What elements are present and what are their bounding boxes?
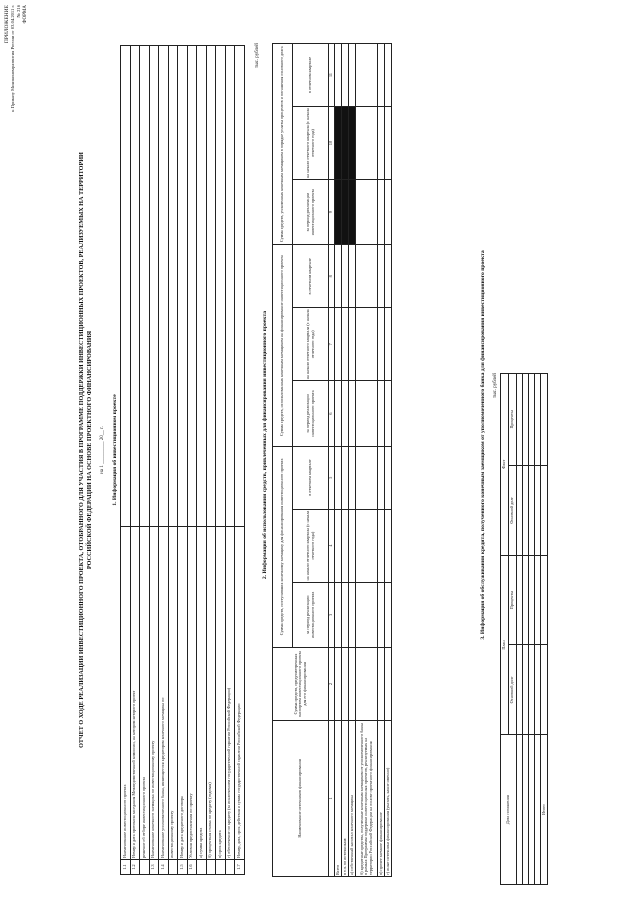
- group-received-header: Сумма средств, поступивших конечному заемщику для финансирования инвестиционного проекта: [273, 446, 293, 647]
- order-reference: к Приказу Минэкономразвития России от 03.04.2011 г. № 216: [10, 5, 21, 112]
- table-row: [235, 46, 245, 875]
- table-row: [349, 44, 356, 877]
- column-number: 5: [329, 446, 335, 509]
- row-number: [216, 860, 226, 875]
- value-cell: [385, 245, 392, 308]
- value-cell: [335, 308, 342, 381]
- table-row: [121, 46, 131, 875]
- section2-heading: 2. Информация об использовании средств, привлеченных для финансирования инвестиционного проекта: [262, 310, 268, 580]
- value-cell: [356, 648, 378, 721]
- value-cell: [378, 648, 385, 721]
- row-number: [168, 860, 178, 875]
- table-row: [342, 44, 349, 877]
- value-cell: [335, 381, 342, 446]
- column-number: 8: [329, 245, 335, 308]
- value-cell: [349, 509, 356, 582]
- table-row: [385, 44, 392, 877]
- plan-header: План: [501, 555, 509, 735]
- row-value: [206, 46, 216, 527]
- fact-header: Факт: [501, 374, 509, 556]
- value-cell: [385, 648, 392, 721]
- row-label: инвестиционному проекту: [168, 527, 178, 860]
- report-date-line: на 1 _________ 20__ г.: [100, 426, 105, 474]
- row-value: [130, 46, 140, 527]
- row-number: 1.6: [187, 860, 197, 875]
- group-used-header: Сумма средств, использованных конечным заемщиком на финансирование инвестиционного проекта: [273, 245, 293, 446]
- title-line-1: ОТЧЕТ О ХОДЕ РЕАЛИЗАЦИИ ИНВЕСТИЦИОННОГО ПРОЕКТА, ОТОБРАННОГО ДЛЯ УЧАСТИЯ В ПРОГРАММЕ ПОДДЕРЖКИ ИНВЕСТИЦИОННЫХ ПРОЕКТОВ, РЕАЛИЗУЕМЫХ НА ТЕРРИТОРИИ: [78, 152, 85, 748]
- value-cell: [378, 446, 385, 509]
- value-cell: [335, 107, 342, 180]
- column-number: 6: [329, 381, 335, 446]
- row-label: Наименование уполномоченного банка, являющегося кредитором конечного заемщика по: [159, 527, 169, 860]
- value-cell: [335, 180, 342, 245]
- row-label: б) процентная ставка по кредиту (годовая): [206, 527, 216, 860]
- funds-usage-table: [272, 43, 392, 877]
- column-number: 1: [329, 720, 335, 876]
- table-row: [140, 46, 150, 875]
- value-cell: [378, 180, 385, 245]
- row-number: [225, 860, 235, 875]
- table-row: [216, 46, 226, 875]
- row-number: 1.5: [178, 860, 188, 875]
- table-row: [378, 44, 385, 877]
- sub-quarter-header: в отчетном квартале: [293, 245, 329, 308]
- value-cell: [385, 582, 392, 647]
- row-value: [149, 46, 159, 527]
- value-cell: [349, 648, 356, 721]
- table-row: [178, 46, 188, 875]
- row-label: г) обеспечение по кредиту (за исключением государственной гарантии Российской Федерации): [225, 527, 235, 860]
- group-paid-header: Сумма средств, уплаченных конечным заемщиком в порядке уплаты процентов и погашения основного долга: [273, 44, 293, 245]
- source-label: в т.ч. по источникам:: [342, 720, 349, 876]
- value-cell: [342, 180, 349, 245]
- value-cell: [335, 648, 342, 721]
- plan-principal-header: Основной долг: [509, 645, 517, 735]
- value-cell: [349, 582, 356, 647]
- source-label: г) иные источники финансирования (указать, какие именно): [385, 720, 392, 876]
- row-value: [168, 46, 178, 527]
- fact-interest-header: Проценты: [509, 374, 517, 466]
- value-cell: [356, 582, 378, 647]
- table-row: [197, 46, 207, 875]
- sub-start-header: на начало отчетного квартала (с начала отчетного года): [293, 107, 329, 180]
- sub-quarter-header: в отчетном квартале: [293, 44, 329, 107]
- source-label: в) прочее заемное финансирование: [378, 720, 385, 876]
- table-row: [168, 46, 178, 875]
- row-value: [197, 46, 207, 527]
- value-cell: [378, 509, 385, 582]
- value-cell: [356, 446, 378, 509]
- row-value: [216, 46, 226, 527]
- row-label: Условия предоставления по проекту: [187, 527, 197, 860]
- column-number: 11: [329, 44, 335, 107]
- form-label: ФОРМА: [22, 5, 28, 24]
- value-cell: [335, 582, 342, 647]
- row-label: Номер и дата кредитного договора: [178, 527, 188, 860]
- table-row: [149, 46, 159, 875]
- value-cell: [356, 180, 378, 245]
- value-cell: [356, 107, 378, 180]
- value-cell: [349, 381, 356, 446]
- value-cell: [378, 44, 385, 107]
- section3-units-label: тыс. рублей: [493, 373, 498, 398]
- value-cell: [342, 44, 349, 107]
- row-value: [159, 46, 169, 527]
- value-cell: [356, 245, 378, 308]
- value-cell: [378, 582, 385, 647]
- col-date-header: Дата погашения: [501, 735, 517, 885]
- table-row: [130, 46, 140, 875]
- value-cell: [342, 107, 349, 180]
- sub-period-header: за период реализации инвестиционного проекта: [293, 180, 329, 245]
- table-row: [225, 46, 235, 875]
- loan-servicing-table: [500, 373, 548, 885]
- value-cell: [335, 44, 342, 107]
- column-number: 3: [329, 582, 335, 647]
- row-value: [235, 46, 245, 527]
- value-cell: [385, 180, 392, 245]
- value-cell: [385, 107, 392, 180]
- column-number: 10: [329, 107, 335, 180]
- column-number: 4: [329, 509, 335, 582]
- value-cell: [342, 245, 349, 308]
- row-number: [140, 860, 150, 875]
- row-number: 1.2: [130, 860, 140, 875]
- value-cell: [349, 44, 356, 107]
- appendix-label: ПРИЛОЖЕНИЕ: [4, 5, 10, 44]
- value-cell: [378, 245, 385, 308]
- sub-start-header: на начало отчетного квартала (с начала отчетного года): [293, 509, 329, 582]
- row-label: в) срок кредита: [216, 527, 226, 860]
- value-cell: [356, 308, 378, 381]
- table-row: [356, 44, 378, 877]
- value-cell: [342, 446, 349, 509]
- header-block: [4, 5, 29, 115]
- row-number: 1.3: [149, 860, 159, 875]
- row-number: [197, 860, 207, 875]
- value-cell: [335, 446, 342, 509]
- fact-principal-header: Основной долг: [509, 465, 517, 555]
- section1-heading: 1. Информация об инвестиционном проекте: [112, 394, 118, 506]
- total-label: Итого: [541, 735, 548, 885]
- row-number: 1.1: [121, 860, 131, 875]
- sub-quarter-header: в отчетном квартале: [293, 446, 329, 509]
- source-label: Всего: [335, 720, 342, 876]
- table-row: [187, 46, 197, 875]
- document-title: [78, 55, 94, 845]
- row-value: [225, 46, 235, 527]
- table-row: [335, 44, 342, 877]
- col-amount-header: Сумма средств, предусмотренных паспортом инвестиционного проекта для его финансирования: [273, 648, 329, 721]
- column-number: 2: [329, 648, 335, 721]
- value-cell: [385, 446, 392, 509]
- value-cell: [385, 509, 392, 582]
- row-number: 1.4: [159, 860, 169, 875]
- row-value: [187, 46, 197, 527]
- row-label: Наименование инвестиционного проекта: [121, 527, 131, 860]
- row-value: [140, 46, 150, 527]
- column-number: 9: [329, 180, 335, 245]
- source-label: а) собственный капитал конечного заемщика: [349, 720, 356, 876]
- value-cell: [356, 509, 378, 582]
- value-cell: [335, 245, 342, 308]
- value-cell: [342, 308, 349, 381]
- row-label: решение об отборе инвестиционного проекта: [140, 527, 150, 860]
- row-value: [121, 46, 131, 527]
- value-cell: [342, 381, 349, 446]
- value-cell: [385, 381, 392, 446]
- value-cell: [356, 44, 378, 107]
- value-cell: [349, 446, 356, 509]
- value-cell: [356, 381, 378, 446]
- value-cell: [349, 308, 356, 381]
- row-value: [178, 46, 188, 527]
- section3-heading: 3. Информация об обслуживании кредита, полученного конечным заемщиком от уполномоченного банка для финансирования инвестиционного проекта: [480, 250, 486, 640]
- value-cell: [342, 509, 349, 582]
- table-row: [206, 46, 216, 875]
- source-label: б) кредитные средства, полученные конечным заемщиком от уполномоченного банка в рамках Программы поддержки инвестиционных проектов, реализуемых на территории Российской Федерации на основе проектного финансирования: [356, 720, 378, 876]
- row-number: [206, 860, 216, 875]
- title-line-2: РОССИЙСКОЙ ФЕДЕРАЦИИ НА ОСНОВЕ ПРОЕКТНОГО ФИНАНСИРОВАНИЯ: [85, 330, 93, 570]
- sub-start-header: на начало отчетного квартала (с начала отчетного года): [293, 308, 329, 381]
- value-cell: [349, 107, 356, 180]
- value-cell: [378, 308, 385, 381]
- row-label: Номер и дата протокола заседания Межведомственной комиссии, на котором которого проект: [130, 527, 140, 860]
- value-cell: [385, 308, 392, 381]
- column-number: 7: [329, 308, 335, 381]
- sub-period-header: за период реализации инвестиционного проекта: [293, 582, 329, 647]
- total-row: [541, 374, 548, 885]
- value-cell: [378, 381, 385, 446]
- row-label: Номер, дата, срок действия и сумма государственной гарантии Российской Федерации: [235, 527, 245, 860]
- value-cell: [342, 648, 349, 721]
- value-cell: [349, 180, 356, 245]
- project-info-table: [120, 45, 245, 875]
- row-number: 1.7: [235, 860, 245, 875]
- value-cell: [349, 245, 356, 308]
- value-cell: [385, 44, 392, 107]
- plan-interest-header: Проценты: [509, 555, 517, 645]
- col-source-header: Наименование источников финансирования: [273, 720, 329, 876]
- units-label: тыс. рублей: [255, 43, 260, 68]
- value-cell: [335, 509, 342, 582]
- row-label: а) сумма кредита: [197, 527, 207, 860]
- sub-period-header: за период реализации инвестиционного проекта: [293, 381, 329, 446]
- value-cell: [378, 107, 385, 180]
- table-row: [159, 46, 169, 875]
- row-label: Наименование конечного заемщика по инвестиционному проекту: [149, 527, 159, 860]
- value-cell: [342, 582, 349, 647]
